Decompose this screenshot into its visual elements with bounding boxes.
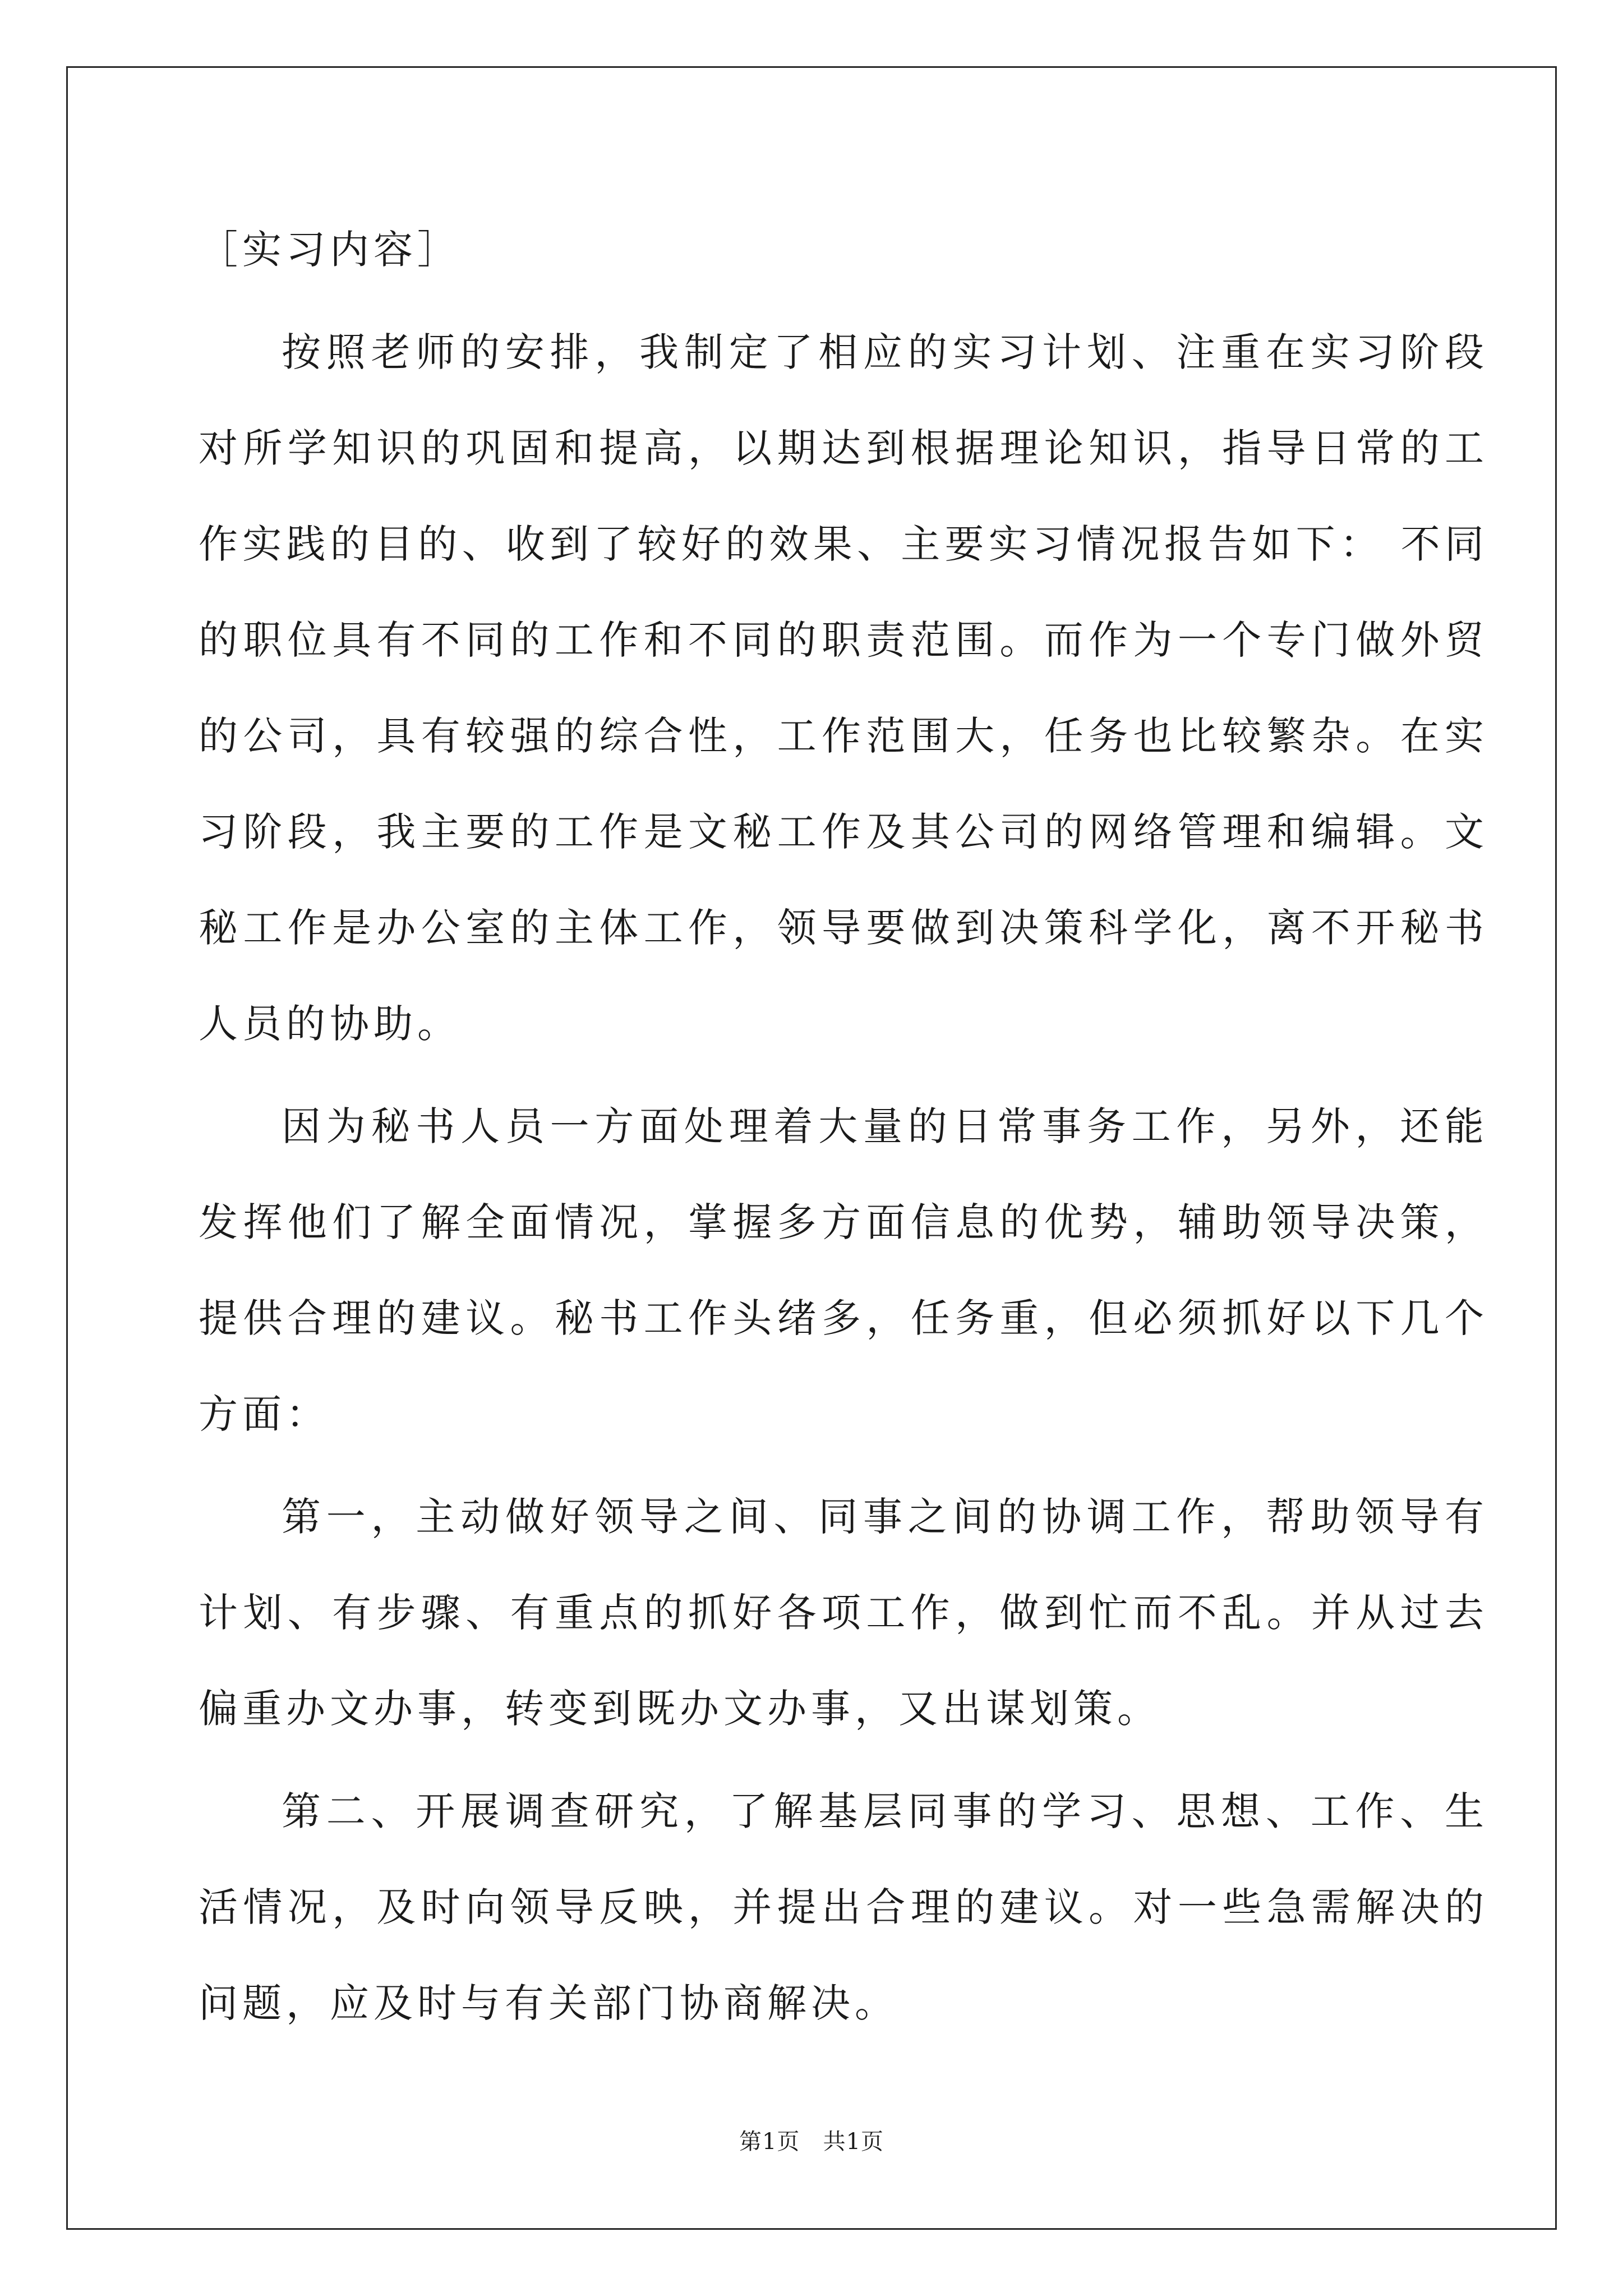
paragraph-1: 按照老师的安排，我制定了相应的实习计划、注重在实习阶段对所学知识的巩固和提高，以期达到根据理论知识，指导日常的工作实践的目的、收到了较好的效果、主要实习情况报告如下： 不同的职位具有不同的工作和不同的职责范围。而作为一个专门做外贸的公司，具有较强的综合性，工作范围大，任务也比较繁杂。在实习阶段，我主要的工作是文秘工作及其公司的网络管理和编辑。文秘工作是办公室的主体工作，领导要做到决策科学化，离不开秘书人员的协助。 — [199, 329, 1488, 1047]
document-body — [199, 202, 1488, 2058]
page-number: 第1页 — [739, 2129, 800, 2155]
paragraph-4: 第二、开展调查研究，了解基层同事的学习、思想、工作、生活情况，及时向领导反映，并提出合理的建议。对一些急需解决的问题，应及时与有关部门协商解决。 — [199, 1788, 1488, 2026]
page-footer — [0, 2128, 1623, 2155]
section-heading: ［实习内容］ — [199, 227, 461, 273]
page-total: 共1页 — [823, 2129, 884, 2155]
paragraph-3: 第一，主动做好领导之间、同事之间的协调工作，帮助领导有计划、有步骤、有重点的抓好各项工作，做到忙而不乱。并从过去偏重办文办事，转变到既办文办事，又出谋划策。 — [199, 1494, 1488, 1732]
paragraph-2: 因为秘书人员一方面处理着大量的日常事务工作，另外，还能发挥他们了解全面情况，掌握多方面信息的优势，辅助领导决策，提供合理的建议。秘书工作头绪多，任务重，但必须抓好以下几个方面： — [199, 1103, 1488, 1437]
